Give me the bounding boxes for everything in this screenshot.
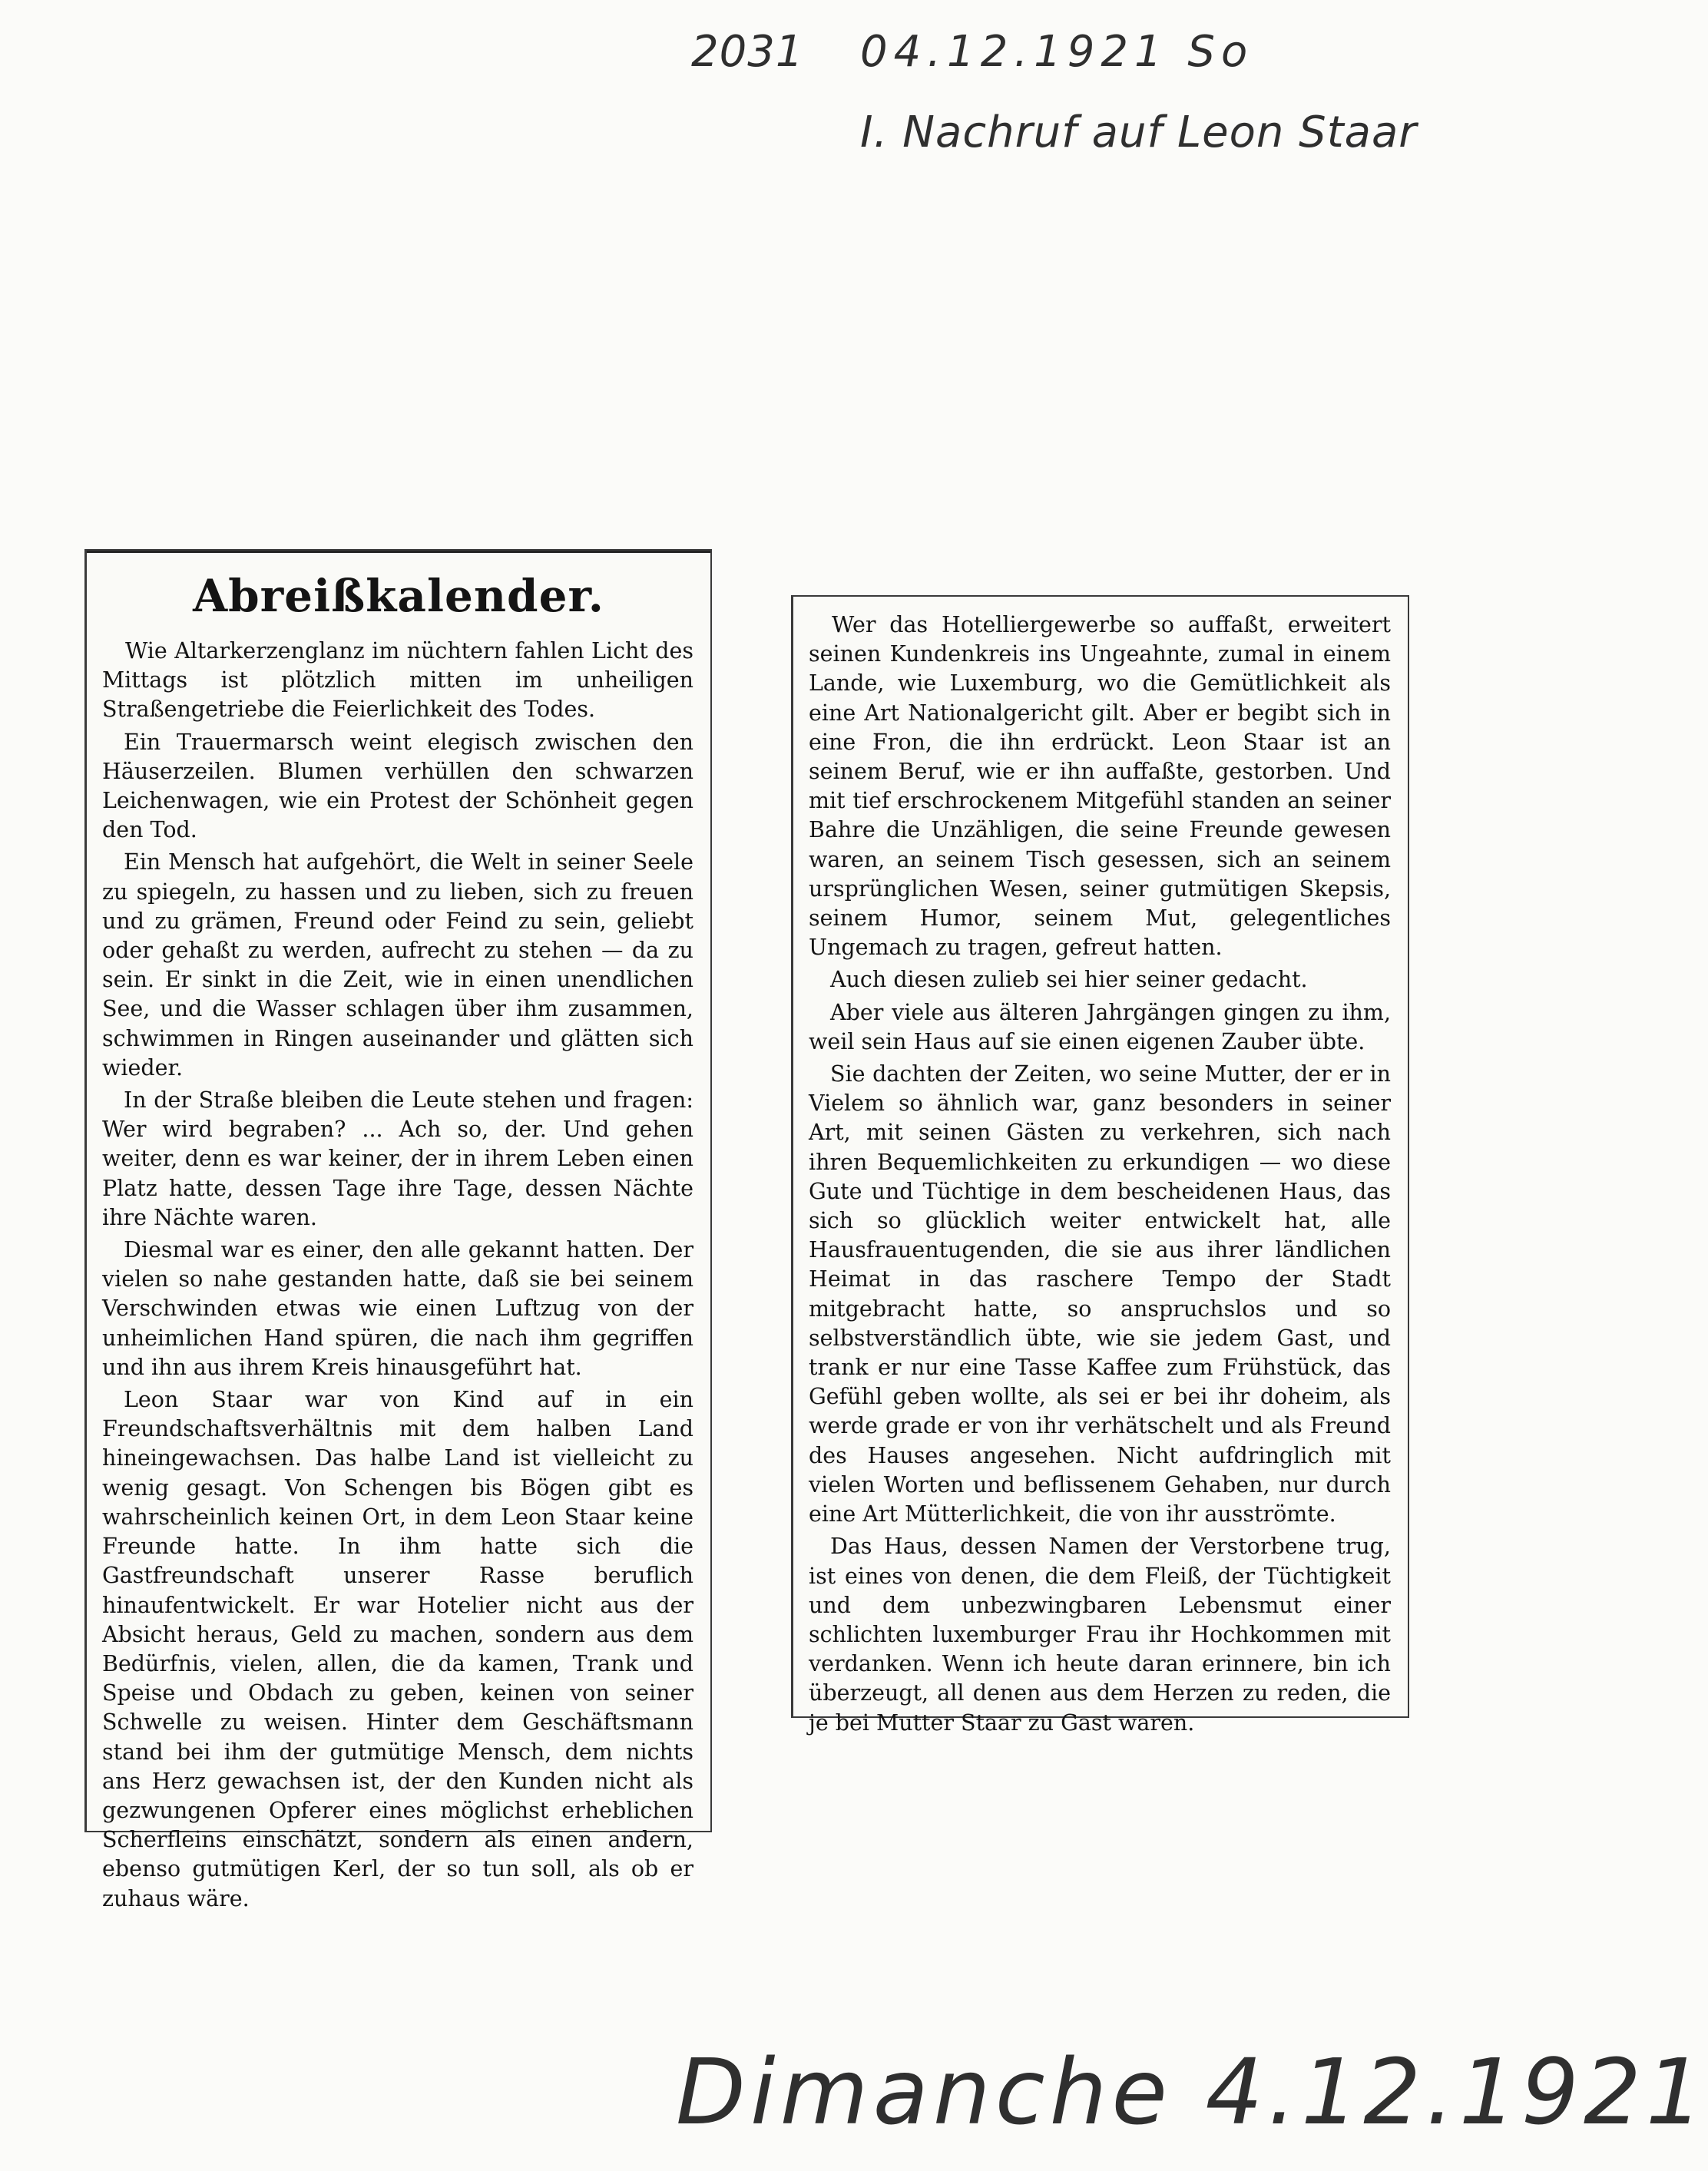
paragraph: Sie dachten der Zeiten, wo seine Mutter, der er in Vielem so ähnlich war, ganz besonders in seiner Art, mit seinen Gästen zu verkehren, sich nach ihren Bequemlichkeiten zu erkundigen — wo diese Gute und Tüchtige in dem bescheidenen Haus, das sich so glücklich weiter entwickelt hat, alle Hausfrauentugenden, die sie aus ihrer ländlichen Heimat in das raschere Tempo der Stadt mitgebracht hatte, so anspruchslos und so selbstverständlich übte, wie sie jedem Gast, und trank er nur eine Tasse Kaffee zum Frühstück, das Gefühl geben wollte, als sei er bei ihr doheim, als werde grade er von ihr verhätschelt und als Freund des Hauses angesehen. Nicht aufdringlich mit vielen Worten und beflissenem Gehaben, nur durch eine Art Mütterlichkeit, die von ihr ausströmte. — [809, 1061, 1391, 1527]
article-headline: Abreißkalender. — [193, 570, 604, 622]
paragraph: Wie Altarkerzenglanz im nüchtern fahlen Licht des Mittags ist plötzlich mitten im unheiligen Straßengetriebe die Feierlichkeit des Todes. — [102, 638, 693, 723]
article-right-column — [809, 611, 1391, 1741]
paragraph: Leon Staar war von Kind auf in ein Freundschaftsverhältnis mit dem halben Land hineingewachsen. Das halbe Land ist vielleicht zu wenig gesagt. Von Schengen bis Bögen gibt es wahrscheinlich keinen Ort, in dem Leon Staar keine Freunde hatte. In ihm hatte sich die Gastfreundschaft unserer Rasse beruflich hinaufentwickelt. Er war Hotelier nicht aus der Absicht heraus, Geld zu machen, sondern aus dem Bedürfnis, vielen, allen, die da kamen, Trank und Speise und Obdach zu geben, keinen von seiner Schwelle zu weisen. Hinter dem Geschäftsmann stand bei ihm der gutmütige Mensch, dem nichts ans Herz gewachsen ist, der den Kunden nicht als gezwungenen Opferer eines möglichst erheblichen Scherfleins einschätzt, sondern als einen andern, ebenso gutmütigen Kerl, der so tun soll, als ob er zuhaus wäre. — [102, 1387, 693, 1911]
handwritten-note: I. Nachruf auf Leon Staar — [860, 108, 1418, 157]
newspaper-clipping-left — [84, 549, 712, 1911]
paragraph: Das Haus, dessen Namen der Verstorbene trug, ist eines von denen, die dem Fleiß, der Tüchtigkeit und dem unbezwingbaren Lebensmut einer schlichten luxemburger Frau ihr Hochkommen mit verdanken. Wenn ich heute daran erinnere, bin ich überzeugt, all denen aus dem Herzen zu reden, die je bei Mutter Staar zu Gast waren. — [809, 1534, 1391, 1736]
paragraph: Auch diesen zulieb sei hier seiner gedacht. — [830, 967, 1308, 993]
handwritten-date-bottom: Dimanche 4.12.1921 — [676, 2039, 1708, 2145]
paragraph: Diesmal war es einer, den alle gekannt hatten. Der vielen so nahe gestanden hatte, daß sie bei seinem Verschwinden etwas wie einen Luftzug von der unheimlichen Hand spüren, die nach ihm gegriffen und ihn aus ihrem Kreis hinausgeführt hat. — [102, 1237, 693, 1380]
handwritten-date-top: 04.12.1921 So — [860, 27, 1254, 77]
paragraph: Aber viele aus älteren Jahrgängen gingen zu ihm, weil sein Haus auf sie einen eigenen Zauber übte. — [809, 999, 1391, 1054]
handwritten-archive-number: 2031 — [691, 27, 804, 77]
paragraph: Ein Mensch hat aufgehört, die Welt in seiner Seele zu spiegeln, zu hassen und zu lieben, sich zu freuen und zu grämen, Freund oder Feind zu sein, geliebt oder gehaßt zu werden, aufrecht zu stehen — da zu sein. Er sinkt in die Zeit, wie in einen unendlichen See, und die Wasser schlagen über ihm zusammen, schwimmen in Ringen auseinander und glätten sich wieder. — [102, 849, 693, 1081]
paragraph: Wer das Hotelliergewerbe so auffaßt, erweitert seinen Kundenkreis ins Ungeahnte, zumal in einem Lande, wie Luxemburg, wo die Gemütlichkeit als eine Art Nationalgericht gilt. Aber er begibt sich in eine Fron, die ihn erdrückt. Leon Staar ist an seinem Beruf, wie er ihn auffaßte, gestorben. Und mit tief erschrockenem Mitgefühl standen an seiner Bahre die Unzähligen, die seine Freunde gewesen waren, an seinem Tisch gesessen, sich an seinem ursprünglichen Wesen, seiner gutmütigen Skepsis, seinem Humor, seinem Mut, gelegentliches Ungemach zu tragen, gefreut hatten. — [809, 612, 1391, 961]
paragraph: In der Straße bleiben die Leute stehen und fragen: Wer wird begraben? ... Ach so, der. Und gehen weiter, denn es war keiner, der in ihrem Leben einen Platz hatte, dessen Tage ihre Tage, dessen Nächte ihre Nächte waren. — [102, 1087, 693, 1230]
article-left-column — [102, 637, 693, 1917]
paragraph: Ein Trauermarsch weint elegisch zwischen den Häuserzeilen. Blumen verhüllen den schwarzen Leichenwagen, wie ein Protest der Schönheit gegen den Tod. — [102, 729, 693, 843]
newspaper-clipping-right — [791, 595, 1409, 1736]
